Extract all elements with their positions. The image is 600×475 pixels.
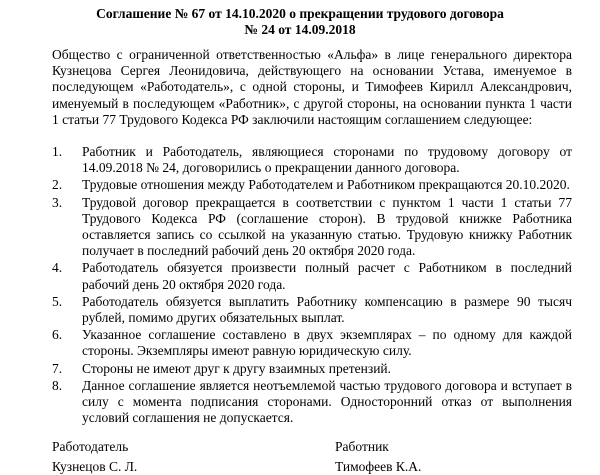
item-text: Работодатель обязуется произвести полный расчет с Работником в последний рабочий день 20 октября 2020 года. — [82, 260, 572, 292]
item-text: Трудовые отношения между Работодателем и Работником прекращаются 20.10.2020. — [82, 177, 570, 193]
item-text: Данное соглашение является неотъемлемой частью трудового договора и вступает в силу с момента подписания сторонами. Односторонний отказ от выполнения условий соглашения не допускается. — [82, 377, 572, 426]
terms-list — [52, 144, 572, 427]
employer-signature-label: Работодатель — [52, 439, 129, 454]
item-number: 7. — [52, 360, 63, 376]
list-item — [52, 260, 572, 292]
employee-signature-name: Тимофеев К.А. — [335, 459, 422, 474]
document-title-contract-ref: № 24 от 14.09.2018 — [244, 22, 356, 37]
item-text: Работодатель обязуется выплатить Работнику компенсацию в размере 90 тысяч рублей, помимо других обязательных выплат. — [82, 293, 572, 326]
item-number: 1. — [52, 144, 63, 159]
intro-paragraph: Общество с ограниченной ответственностью «Альфа» в лице генерального директора Кузнецова Сергея Леонидовича, действующего на основании Устава, именуемое в последующем «Работодатель», с одной стороны, и Тимофеев Кирилл Александрович, именуемый в последующем «Работник», с другой стороны, на основании пункта 1 части 1 статьи 77 Трудового Кодекса РФ заключили настоящим соглашением следующее: — [52, 47, 572, 127]
item-number: 3. — [52, 194, 63, 210]
item-number: 8. — [52, 377, 63, 393]
list-item — [52, 144, 572, 176]
item-text: Работник и Работодатель, являющиеся сторонами по трудовому договору от 14.09.2018 № 24, договорились о прекращении данного договора. — [82, 144, 572, 176]
list-item — [52, 294, 572, 326]
list-item — [52, 327, 572, 359]
item-text: Указанное соглашение составлено в двух экземплярах – по одному для каждой стороны. Экземпляры имеют равную юридическую силу. — [82, 327, 572, 359]
item-number: 2. — [52, 177, 63, 193]
item-number: 5. — [52, 293, 63, 309]
document-title: Соглашение № 67 от 14.10.2020 о прекращении трудового договора — [96, 6, 504, 21]
list-item — [52, 177, 572, 193]
employer-signature-name: Кузнецов С. Л. — [52, 459, 138, 474]
item-text: Трудовой договор прекращается в соответствии с пунктом 1 части 1 статьи 77 Трудового Кодекса РФ (соглашение сторон). В трудовой книжке Работника оставляется запись со ссылкой на указанную статью. Трудовую книжку Работник получает в последний рабочий день 20 октября 2020 года. — [82, 194, 572, 259]
item-text: Стороны не имеют друг к другу взаимных претензий. — [82, 360, 392, 376]
employee-signature-label: Работник — [335, 439, 389, 454]
item-number: 6. — [52, 327, 63, 343]
list-item — [52, 361, 572, 377]
list-item — [52, 378, 572, 427]
item-number: 4. — [52, 260, 63, 276]
list-item — [52, 195, 572, 260]
